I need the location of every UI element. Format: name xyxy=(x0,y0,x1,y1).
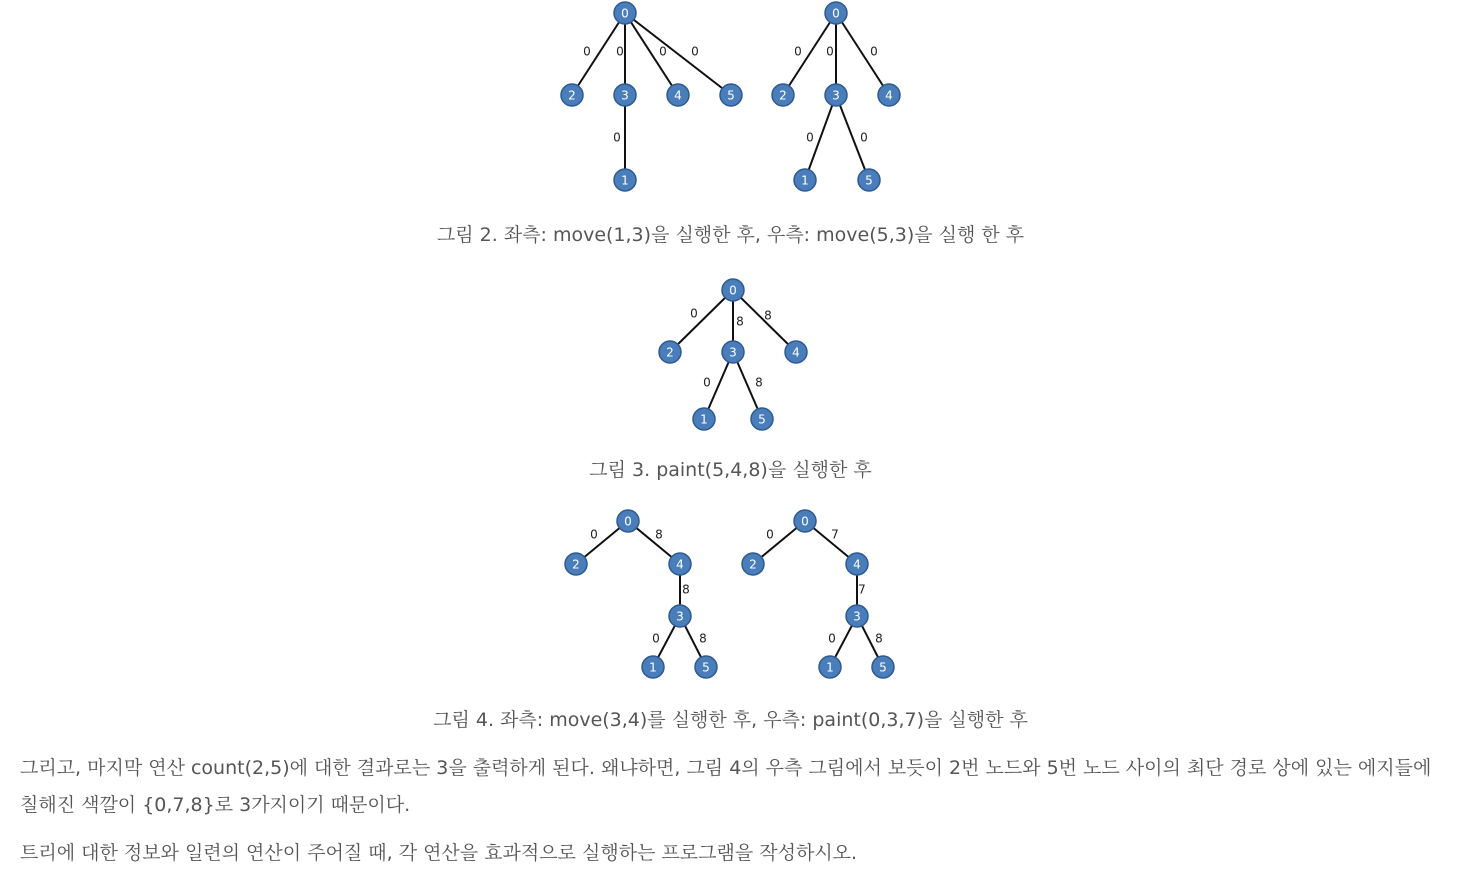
figure-3 xyxy=(0,270,1461,440)
node-label-2: 2 xyxy=(572,557,580,572)
node-label-2: 2 xyxy=(666,345,674,360)
node-0 xyxy=(825,2,847,24)
node-label-5: 5 xyxy=(702,660,710,675)
node-3 xyxy=(614,84,636,106)
edge-label-0-2: 0 xyxy=(794,44,802,59)
node-label-3: 3 xyxy=(676,609,684,624)
edge-label-0-4: 8 xyxy=(655,527,663,542)
edge-label-4-3: 8 xyxy=(682,582,690,597)
node-5 xyxy=(695,656,717,678)
node-label-1: 1 xyxy=(649,660,657,675)
edge-label-3-5: 8 xyxy=(755,375,763,390)
node-label-2: 2 xyxy=(568,88,576,103)
edge-label-0-4: 0 xyxy=(659,44,667,59)
node-0 xyxy=(722,279,744,301)
edge-label-3-5: 0 xyxy=(860,130,868,145)
node-label-2: 2 xyxy=(749,557,757,572)
edge-label-3-1: 0 xyxy=(806,130,814,145)
node-2 xyxy=(742,553,764,575)
node-4 xyxy=(878,84,900,106)
edge-label-0-3: 0 xyxy=(616,44,624,59)
node-0 xyxy=(794,510,816,532)
node-label-1: 1 xyxy=(826,660,834,675)
node-label-5: 5 xyxy=(879,660,887,675)
fig4-left-tree xyxy=(565,510,717,678)
fig4-right-tree xyxy=(742,510,894,678)
node-label-0: 0 xyxy=(624,514,632,529)
figure-3-caption: 그림 3. paint(5,4,8)을 실행한 후 xyxy=(589,459,872,481)
edge-label-0-3: 8 xyxy=(736,314,744,329)
edge-label-0-4: 8 xyxy=(764,308,772,323)
node-label-3: 3 xyxy=(621,88,629,103)
node-label-4: 4 xyxy=(853,557,861,572)
node-label-1: 1 xyxy=(700,412,708,427)
node-label-1: 1 xyxy=(801,173,809,188)
node-2 xyxy=(772,84,794,106)
edge-label-0-2: 0 xyxy=(583,44,591,59)
node-1 xyxy=(693,408,715,430)
node-label-0: 0 xyxy=(729,283,737,298)
edge-0-5 xyxy=(625,13,731,95)
fig2-right-tree xyxy=(772,2,900,191)
node-label-3: 3 xyxy=(832,88,840,103)
node-2 xyxy=(659,341,681,363)
node-label-4: 4 xyxy=(676,557,684,572)
figure-2-caption: 그림 2. 좌측: move(1,3)을 실행한 후, 우측: move(5,3)을 실행 한 후 xyxy=(436,224,1025,246)
node-5 xyxy=(858,169,880,191)
edge-0-2 xyxy=(670,290,733,352)
node-2 xyxy=(565,553,587,575)
edge-label-3-1: 0 xyxy=(703,375,711,390)
node-label-1: 1 xyxy=(621,173,629,188)
explanation-paragraph: 그리고, 마지막 연산 count(2,5)에 대한 결과로는 3을 출력하게 된다. 왜냐하면, 그림 4의 우측 그림에서 보듯이 2번 노드와 5번 노드 사이의 최단 경로 상에 있는 에지들에 칠해진 색깔이 {0,7,8}로 3가지이기 때문이다. xyxy=(20,757,1432,816)
edge-label-0-3: 0 xyxy=(826,44,834,59)
node-5 xyxy=(720,84,742,106)
node-label-4: 4 xyxy=(792,345,800,360)
node-4 xyxy=(846,553,868,575)
node-1 xyxy=(614,169,636,191)
figure-4-caption: 그림 4. 좌측: move(3,4)를 실행한 후, 우측: paint(0,3,7)을 실행한 후 xyxy=(433,709,1028,731)
edge-label-0-2: 0 xyxy=(590,527,598,542)
node-3 xyxy=(722,341,744,363)
fig3-tree xyxy=(659,279,807,430)
edge-label-3-5: 8 xyxy=(699,631,707,646)
node-label-3: 3 xyxy=(853,609,861,624)
node-5 xyxy=(751,408,773,430)
node-3 xyxy=(825,84,847,106)
node-label-0: 0 xyxy=(832,6,840,21)
edge-label-0-4: 7 xyxy=(831,527,839,542)
edge-label-0-2: 0 xyxy=(690,306,698,321)
figure-4 xyxy=(0,500,1461,690)
node-2 xyxy=(561,84,583,106)
node-1 xyxy=(794,169,816,191)
edge-label-3-1: 0 xyxy=(613,130,621,145)
node-0 xyxy=(617,510,639,532)
node-4 xyxy=(785,341,807,363)
node-label-4: 4 xyxy=(674,88,682,103)
node-label-2: 2 xyxy=(779,88,787,103)
edge-0-4 xyxy=(625,13,678,95)
node-3 xyxy=(669,605,691,627)
edge-0-4 xyxy=(836,13,889,95)
node-4 xyxy=(667,84,689,106)
node-1 xyxy=(819,656,841,678)
node-label-5: 5 xyxy=(865,173,873,188)
node-0 xyxy=(614,2,636,24)
node-4 xyxy=(669,553,691,575)
node-label-0: 0 xyxy=(621,6,629,21)
edge-label-3-1: 0 xyxy=(652,631,660,646)
edge-label-3-5: 8 xyxy=(875,631,883,646)
figure-2 xyxy=(0,0,1461,200)
node-label-0: 0 xyxy=(801,514,809,529)
node-3 xyxy=(846,605,868,627)
node-label-4: 4 xyxy=(885,88,893,103)
node-label-5: 5 xyxy=(727,88,735,103)
edge-label-4-3: 7 xyxy=(858,582,866,597)
fig2-left-tree xyxy=(561,2,742,191)
node-label-3: 3 xyxy=(729,345,737,360)
edge-label-0-4: 0 xyxy=(870,44,878,59)
edge-label-3-1: 0 xyxy=(828,631,836,646)
node-label-5: 5 xyxy=(758,412,766,427)
node-1 xyxy=(642,656,664,678)
node-5 xyxy=(872,656,894,678)
edge-label-0-2: 0 xyxy=(766,527,774,542)
edge-label-0-5: 0 xyxy=(691,44,699,59)
task-paragraph: 트리에 대한 정보와 일련의 연산이 주어질 때, 각 연산을 효과적으로 실행하는 프로그램을 작성하시오. xyxy=(20,842,858,864)
